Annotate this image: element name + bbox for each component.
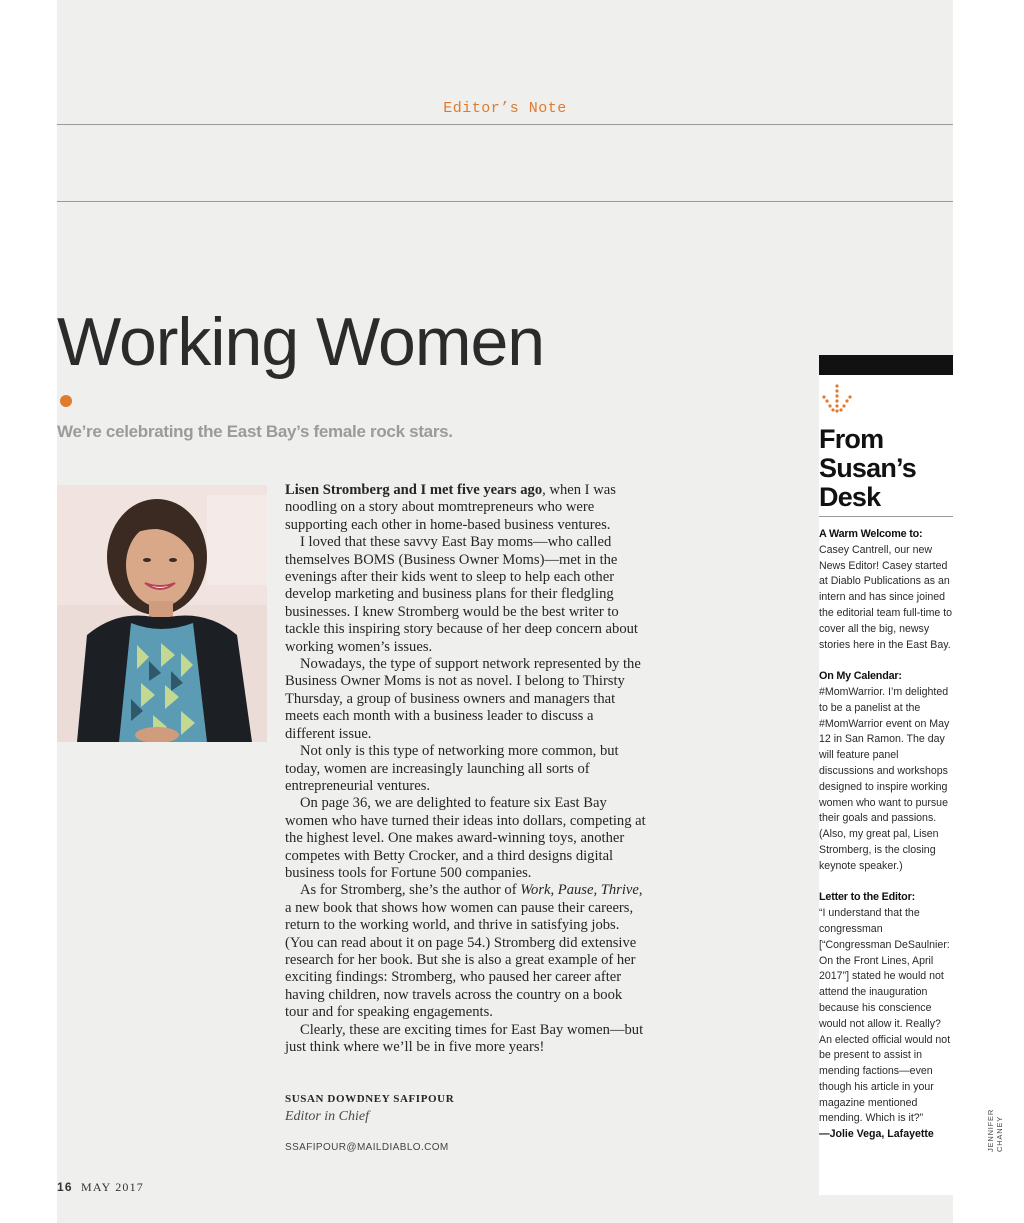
lead-in: Lisen Stromberg and I met five years ago — [285, 482, 543, 498]
dotted-down-arrow-icon — [821, 383, 853, 419]
sidebar-top-bar — [819, 355, 953, 375]
top-rule — [57, 124, 953, 125]
subhead: We’re celebrating the East Bay’s female rock stars. — [57, 422, 453, 441]
paragraph-6-lead: As for Stromberg, she’s the author of — [300, 882, 521, 899]
sidebar-text-welcome: Casey Cantrell, our new News Editor! Casey started at Diablo Publications as an intern and has since joined the editorial team full-time to cover all the big, newsy stories here in the East Bay. — [819, 543, 953, 651]
magazine-page — [57, 0, 953, 1223]
accent-dot — [60, 395, 72, 407]
signature-name: SUSAN DOWDNEY SAFIPOUR — [285, 1093, 455, 1105]
editor-letter-body — [285, 482, 647, 1056]
author-photo — [57, 485, 267, 742]
sidebar-letter-signature: —Jolie Vega, Lafayette — [819, 1128, 934, 1141]
sidebar-title: From Susan’s Desk — [819, 424, 916, 512]
paragraph-3: Nowadays, the type of support network represented by the Business Owner Moms is not as novel. I belong to Thirsty Thursday, a group of business owners and managers that meets each month with a business leader to discuss a different issue. — [285, 656, 641, 742]
second-rule — [57, 201, 953, 202]
paragraph-5: On page 36, we are delighted to feature six East Bay women who have turned their ideas into dollars, competing at the highest level. One makes award-winning toys, another competes with Betty Crocker, and a third designs digital business tools for Fortune 500 companies. — [285, 795, 646, 881]
section-label: Editor’s Note — [443, 100, 567, 117]
sidebar-heading-letter: Letter to the Editor: — [819, 891, 915, 904]
sidebar-from-susans-desk — [819, 355, 953, 1195]
sidebar-content — [819, 527, 953, 1143]
paragraph-7: Clearly, these are exciting times for East Bay women—but just think where we’ll be in five more years! — [285, 1021, 644, 1055]
signature-email[interactable]: SSAFIPOUR@MAILDIABLO.COM — [285, 1142, 449, 1153]
issue-date: MAY 2017 — [80, 1180, 145, 1194]
signature-title: Editor in Chief — [285, 1109, 369, 1124]
headline: Working Women — [57, 304, 545, 380]
sidebar-heading-calendar: On My Calendar: — [819, 670, 902, 683]
paragraph-1-text: , when I was noodling on a story about momtrepreneurs who were supporting each other in home-based business ventures. — [285, 482, 616, 533]
book-title: Work, Pause, Thrive — [520, 882, 639, 899]
page-number: 16 — [57, 1180, 73, 1194]
photo-credit: JENNIFER CHANEY — [986, 1108, 1004, 1152]
sidebar-text-letter: “I understand that the congressman [“Congressman DeSaulnier: On the Front Lines, April 2017”] stated he would not attend the inauguration because his conscience would not allow it. Really? An elected official would not be present to assist in mending factions—even though his article in your magazine mentioned mending. Which is it?” — [819, 907, 951, 1125]
paragraph-1 — [285, 482, 647, 534]
paragraph-2: I loved that these savvy East Bay moms—who called themselves BOMS (Business Owner Moms)—met in the evenings after their kids went to sleep to help each other develop marketing and business plans for their fledgling businesses. I knew Stromberg would be the best writer to tackle this inspiring story because of her deep concern about working women’s issues. — [285, 534, 638, 655]
paragraph-6 — [285, 882, 647, 1021]
page-folio — [57, 1180, 144, 1195]
paragraph-6-text: , a new book that shows how women can pause their careers, return to the working world, and thrive in satisfying jobs. (You can read about it on page 54.) Stromberg did extensive research for her book. But she is also a great example of her exciting findings: Stromberg, who paused her career after having children, now travels across the country on a book tour and for speaking engagements. — [285, 882, 643, 1021]
sidebar-heading-welcome: A Warm Welcome to: — [819, 528, 923, 540]
sidebar-rule — [819, 516, 953, 517]
portrait-illustration — [57, 485, 267, 742]
paragraph-4: Not only is this type of networking more common, but today, women are increasingly launching all sorts of entrepreneurial ventures. — [285, 743, 619, 794]
sidebar-text-calendar: #MomWarrior. I’m delighted to be a panelist at the #MomWarrior event on May 12 in San Ramon. The day will feature panel discussions and workshops designed to inspire working women who want to pursue their goals and passions. (Also, my great pal, Lisen Stromberg, is the closing keynote speaker.) — [819, 685, 950, 872]
